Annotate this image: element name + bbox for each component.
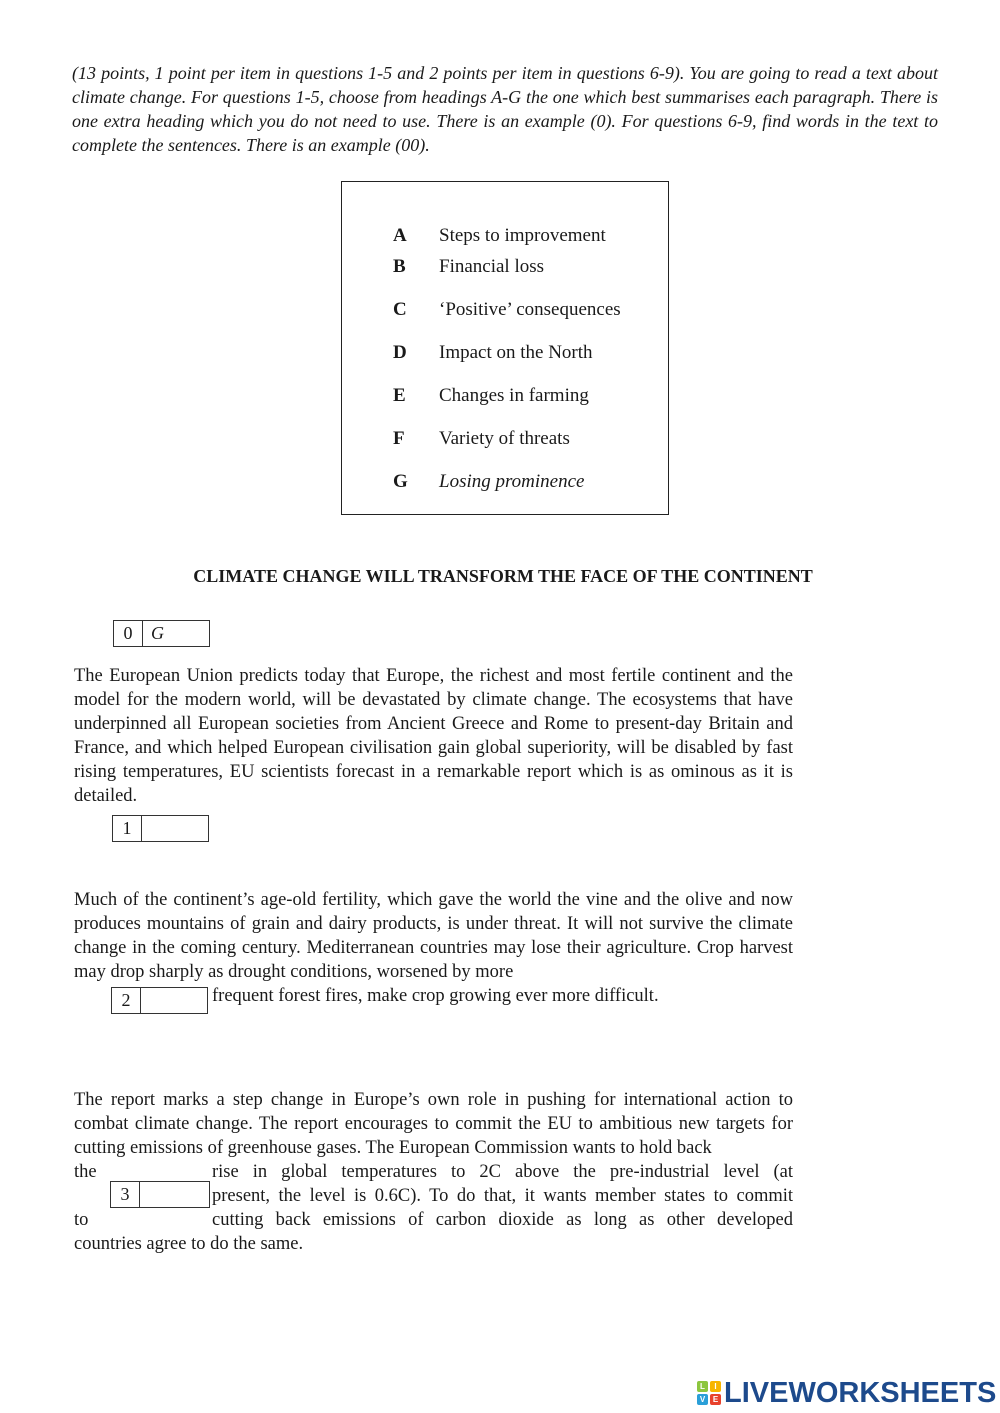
heading-text: ‘Positive’ consequences (439, 299, 621, 320)
heading-text: Financial loss (439, 256, 545, 277)
logo-cell: V (697, 1394, 708, 1405)
example-answer-box (113, 620, 210, 647)
answer-input-1[interactable] (142, 816, 208, 841)
logo-cell: E (710, 1394, 721, 1405)
logo-text: LIVEWORKSHEETS (724, 1377, 997, 1409)
paragraph-1: Much of the continent’s age-old fertility, which gave the world the vine and the olive and now produces mountains of grain and dairy products, is under threat. It will not survive the climate change in the coming century. Mediterranean countries may lose their agriculture. Crop harvest may drop sharply as drought conditions, worsened by more (74, 890, 793, 982)
headings-list-box (341, 181, 669, 515)
paragraph-2-line-6: cutting back emissions of carbon dioxide as long as other developed (212, 1210, 793, 1230)
heading-letter: A (393, 225, 407, 246)
paragraph-2-line-5: present, the level is 0.6C). To do that, it wants member states to commit (212, 1186, 793, 1206)
heading-letter: B (393, 256, 406, 277)
paragraph-2-line-lead: the (74, 1162, 97, 1182)
answer-input-3[interactable] (140, 1182, 209, 1207)
paragraph-1-tail: frequent forest fires, make crop growing ever more difficult. (212, 986, 659, 1006)
instructions-text: (13 points, 1 point per item in questions 1-5 and 2 points per item in questions 6-9). You are going to read a text about climate change. For questions 1-5, choose from headings A-G the one which best summarises each paragraph. There is one extra heading which you do not need to use. There is an example (0). For questions 6-9, find words in the text to complete the sentences. There is an example (00). (72, 63, 938, 155)
article-title: CLIMATE CHANGE WILL TRANSFORM THE FACE OF THE CONTINENT (193, 566, 813, 586)
heading-letter: F (393, 428, 405, 449)
answer-input-2[interactable] (141, 988, 207, 1013)
heading-text: Variety of threats (439, 428, 570, 449)
answer-value: G (151, 623, 164, 643)
heading-letter: G (393, 471, 408, 492)
logo-cell: L (697, 1381, 708, 1392)
heading-letter: E (393, 385, 406, 406)
heading-text: Impact on the North (439, 342, 593, 363)
heading-text: Losing prominence (439, 471, 585, 492)
paragraph-2-first-lines: The report marks a step change in Europe’s own role in pushing for international action to combat climate change. The report encourages to commit the EU to ambitious new targets for cutting emissions of greenhouse gases. The European Commission wants to hold back (74, 1090, 793, 1158)
paragraph-2-line-lead: to (74, 1210, 89, 1230)
answer-box-1[interactable] (112, 815, 209, 842)
heading-letter: C (393, 299, 407, 320)
answer-number: 2 (112, 988, 141, 1013)
answer-number: 1 (113, 816, 142, 841)
answer-box-3[interactable] (110, 1181, 210, 1208)
paragraph-2-line-7: countries agree to do the same. (74, 1234, 304, 1254)
logo-cell: I (710, 1381, 721, 1392)
heading-text: Steps to improvement (439, 225, 606, 246)
liveworksheets-logo (697, 1378, 996, 1408)
live-logo-icon (697, 1381, 721, 1405)
answer-box-2[interactable] (111, 987, 208, 1014)
heading-letter: D (393, 342, 407, 363)
answer-number: 0 (114, 621, 143, 646)
paragraph-0: The European Union predicts today that Europe, the richest and most fertile continent and the model for the modern world, will be devastated by climate change. The ecosystems that have underpinned all European societies from Ancient Greece and Rome to present-day Britain and France, and which helped European civilisation gain global superiority, will be disabled by fast rising temperatures, EU scientists forecast in a remarkable report which is as ominous as it is detailed. (74, 666, 793, 806)
paragraph-2-line-4: rise in global temperatures to 2C above the pre-industrial level (at (212, 1162, 793, 1182)
answer-number: 3 (111, 1182, 140, 1207)
heading-text: Changes in farming (439, 385, 589, 406)
